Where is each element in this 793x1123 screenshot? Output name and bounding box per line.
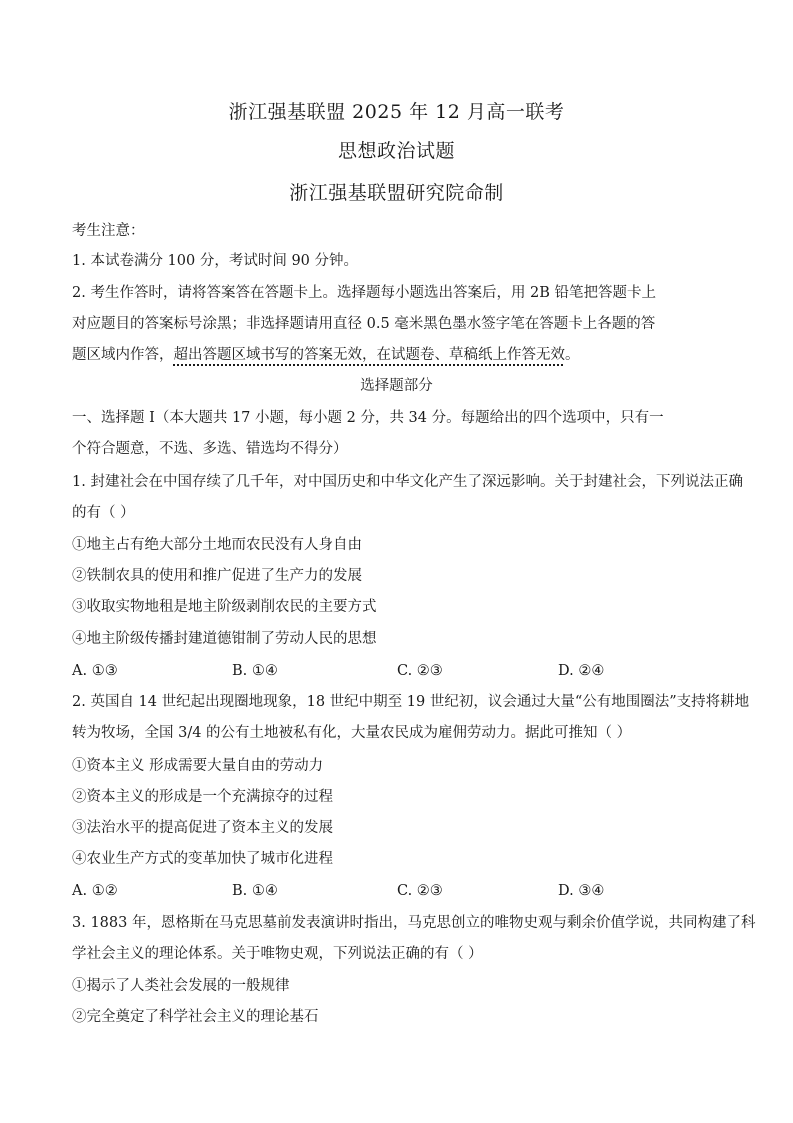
q2-options <box>72 881 732 901</box>
notice-line-1: 1. 本试卷满分 100 分，考试时间 90 分钟。 <box>72 253 359 269</box>
notice-line-3: 对应题目的答案标号涂黑；非选择题请用直径 0.5 毫米黑色墨水签字笔在答题卡上各题的答 <box>72 316 656 332</box>
q3-stem-2: 学社会主义的理论体系。关于唯物史观，下列说法正确的有（ ） <box>72 946 483 962</box>
notice-heading: 考生注意： <box>72 223 145 239</box>
notice-line-2: 2. 考生作答时，请将答案答在答题卡上。选择题每小题选出答案后，用 2B 铅笔把答题卡上 <box>72 285 657 301</box>
section-instruction-1: 一、选择题 I（本大题共 17 小题，每小题 2 分，共 34 分。每题给出的四个选项中，只有一 <box>72 410 664 426</box>
notice-line-4 <box>72 345 732 365</box>
q2-stem-1: 2. 英国自 14 世纪起出现圈地现象，18 世纪中期至 19 世纪初，议会通过大量“公有地围圈法”支持将耕地 <box>72 694 750 710</box>
q1-options <box>72 661 732 681</box>
subject-title: 思想政治试题 <box>337 140 455 162</box>
q2-option-a[interactable]: A. ①② <box>72 883 118 899</box>
q1-option-d[interactable]: D. ②④ <box>558 663 605 679</box>
issuer-title: 浙江强基联盟研究院命制 <box>289 182 504 204</box>
notice-emphasis: 超出答题区域书写的答案无效，在试题卷、草稿纸上作答无效 <box>173 347 565 363</box>
q1-stem-1: 1. 封建社会在中国存续了几千年，对中国历史和中华文化产生了深远影响。关于封建社会，下列说法正确 <box>72 474 743 490</box>
q1-item-2: ②铁制农具的使用和推广促进了生产力的发展 <box>72 568 362 584</box>
notice-line-4-start: 题区域内作答， <box>72 347 174 363</box>
q2-item-2: ②资本主义的形成是一个充满掠夺的过程 <box>72 789 333 805</box>
notice-line-4-end: 。 <box>565 347 580 363</box>
q1-item-4: ④地主阶级传播封建道德钳制了劳动人民的思想 <box>72 631 377 647</box>
q3-item-2: ②完全奠定了科学社会主义的理论基石 <box>72 1009 319 1025</box>
q3-item-1: ①揭示了人类社会发展的一般规律 <box>72 978 290 994</box>
q2-option-d[interactable]: D. ③④ <box>558 883 605 899</box>
q2-item-1: ①资本主义 形成需要大量自由的劳动力 <box>72 758 324 774</box>
q1-option-c[interactable]: C. ②③ <box>397 663 443 679</box>
q3-stem-1: 3. 1883 年，恩格斯在马克思墓前发表演讲时指出，马克思创立的唯物史观与剩余价值学说，共同构建了科 <box>72 915 756 931</box>
q2-item-3: ③法治水平的提高促进了资本主义的发展 <box>72 820 333 836</box>
q1-option-a[interactable]: A. ①③ <box>72 663 118 679</box>
section-title: 选择题部分 <box>360 378 433 394</box>
q2-stem-2: 转为牧场，全国 3/4 的公有土地被私有化，大量农民成为雇佣劳动力。据此可推知（ ） <box>72 725 632 741</box>
q2-option-b[interactable]: B. ①④ <box>232 883 278 899</box>
q1-option-b[interactable]: B. ①④ <box>232 663 278 679</box>
section-instruction-2: 个符合题意，不选、多选、错选均不得分） <box>72 441 348 457</box>
q1-stem-2: 的有（ ） <box>72 505 135 521</box>
exam-title: 浙江强基联盟 2025 年 12 月高一联考 <box>228 101 565 123</box>
q2-item-4: ④农业生产方式的变革加快了城市化进程 <box>72 851 333 867</box>
q2-option-c[interactable]: C. ②③ <box>397 883 443 899</box>
q1-item-1: ①地主占有绝大部分土地而农民没有人身自由 <box>72 537 362 553</box>
q1-item-3: ③收取实物地租是地主阶级剥削农民的主要方式 <box>72 599 377 615</box>
